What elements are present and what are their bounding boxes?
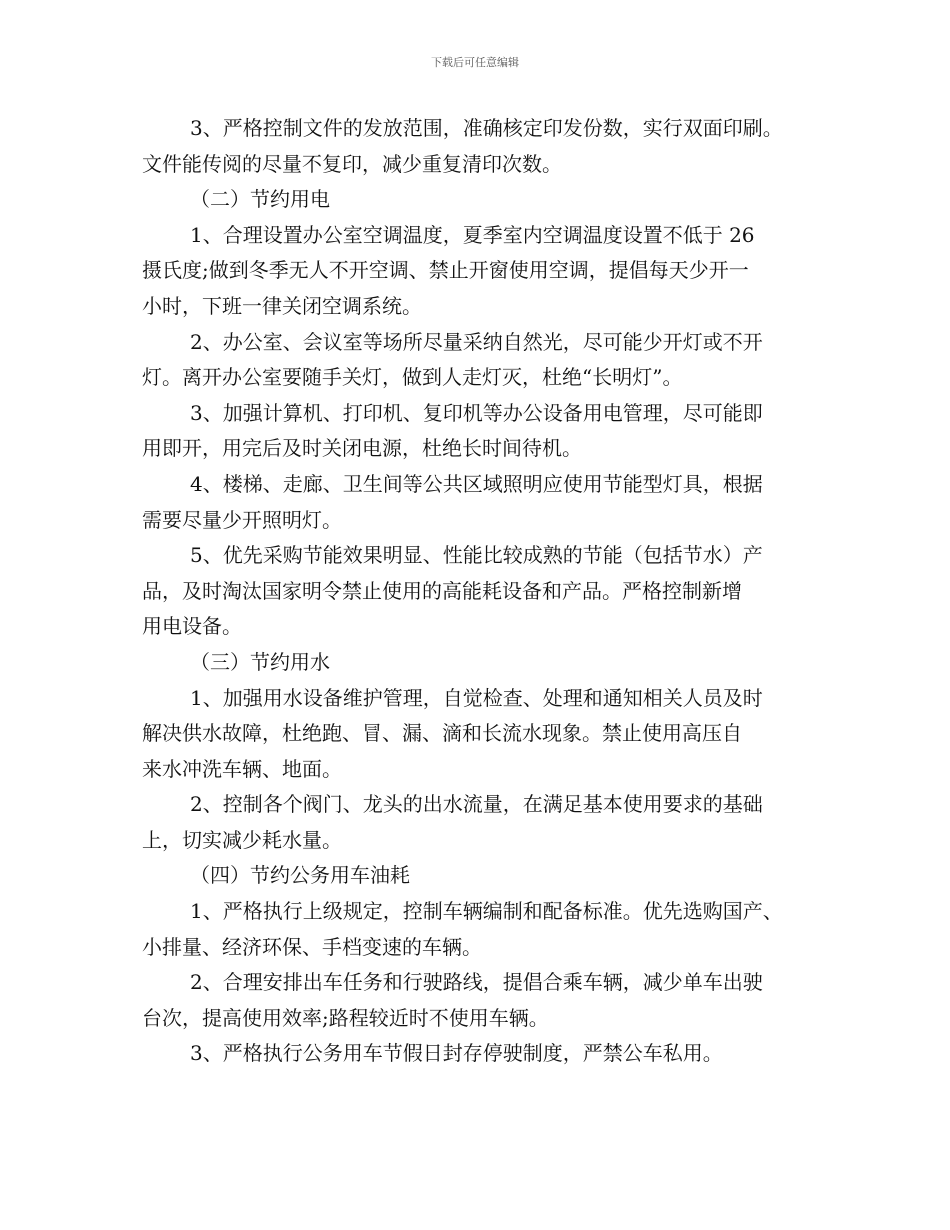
paragraph-line: 来水冲洗车辆、地面。 — [142, 756, 342, 781]
paragraph-line: 2、控制各个阀门、龙头的出水流量，在满足基本使用要求的基础 — [190, 792, 763, 817]
paragraph-line: 3、严格执行公务用车节假日封存停驶制度，严禁公车私用。 — [190, 1041, 723, 1066]
paragraph-line: 小时，下班一律关闭空调系统。 — [142, 293, 422, 318]
paragraph — [142, 218, 814, 325]
paragraph-line: 1、合理设置办公室空调温度，夏季室内空调温度设置不低于 26 — [190, 222, 755, 247]
paragraph — [142, 965, 814, 1036]
paragraph — [142, 396, 814, 467]
paragraph-line: 台次，提高使用效率;路程较近时不使用车辆。 — [142, 1005, 549, 1030]
paragraph-line: 摄氏度;做到冬季无人不开空调、禁止开窗使用空调，提倡每天少开一 — [142, 258, 749, 283]
paragraph-line: 用即开，用完后及时关闭电源，杜绝长时间待机。 — [142, 436, 582, 461]
paragraph-line: 3、严格控制文件的发放范围，准确核定印发份数，实行双面印刷。 — [190, 116, 783, 140]
paragraph-line: 解决供水故障，杜绝跑、冒、漏、滴和长流水现象。禁止使用高压自 — [142, 721, 742, 746]
section-heading: （二）节约用电 — [190, 187, 330, 212]
paragraph-line: 上，切实减少耗水量。 — [142, 827, 342, 852]
paragraph-line: 2、合理安排出车任务和行驶路线，提倡合乘车辆，减少单车出驶 — [190, 970, 763, 995]
paragraph — [142, 1036, 814, 1072]
paragraph-line: 3、加强计算机、打印机、复印机等办公设备用电管理，尽可能即 — [190, 400, 763, 425]
paragraph — [142, 681, 814, 788]
paragraph-line: 小排量、经济环保、手档变速的车辆。 — [142, 934, 482, 959]
paragraph-line: 5、优先采购节能效果明显、性能比较成熟的节能（包括节水）产 — [190, 543, 763, 568]
paragraph-line: 文件能传阅的尽量不复印，减少重复清印次数。 — [142, 151, 562, 176]
paragraph-line: 灯。离开办公室要随手关灯，做到人走灯灭，杜绝“长明灯”。 — [142, 365, 683, 390]
paragraph-line: 2、办公室、会议室等场所尽量采纳自然光，尽可能少开灯或不开 — [190, 329, 763, 354]
paragraph — [142, 325, 814, 396]
paragraph-line: 品，及时淘汰国家明令禁止使用的高能耗设备和产品。严格控制新增 — [142, 578, 742, 603]
paragraph — [142, 111, 814, 182]
section-heading: （四）节约公务用车油耗 — [190, 863, 410, 888]
paragraph — [142, 894, 814, 965]
paragraph-line: 1、加强用水设备维护管理，自觉检查、处理和通知相关人员及时 — [190, 685, 763, 710]
paragraph — [142, 467, 814, 538]
section-heading: （三）节约用水 — [190, 649, 330, 674]
paragraph-line: 4、楼梯、走廊、卫生间等公共区域照明应使用节能型灯具，根据 — [190, 471, 763, 496]
paragraph-line: 1、严格执行上级规定，控制车辆编制和配备标准。优先选购国产、 — [190, 899, 783, 924]
paragraph — [142, 787, 814, 858]
document-body — [142, 111, 814, 1072]
paragraph-line: 需要尽量少开照明灯。 — [142, 507, 342, 532]
paragraph — [142, 538, 814, 645]
page-header: 下载后可任意编辑 — [431, 56, 519, 69]
paragraph-line: 用电设备。 — [142, 614, 242, 639]
